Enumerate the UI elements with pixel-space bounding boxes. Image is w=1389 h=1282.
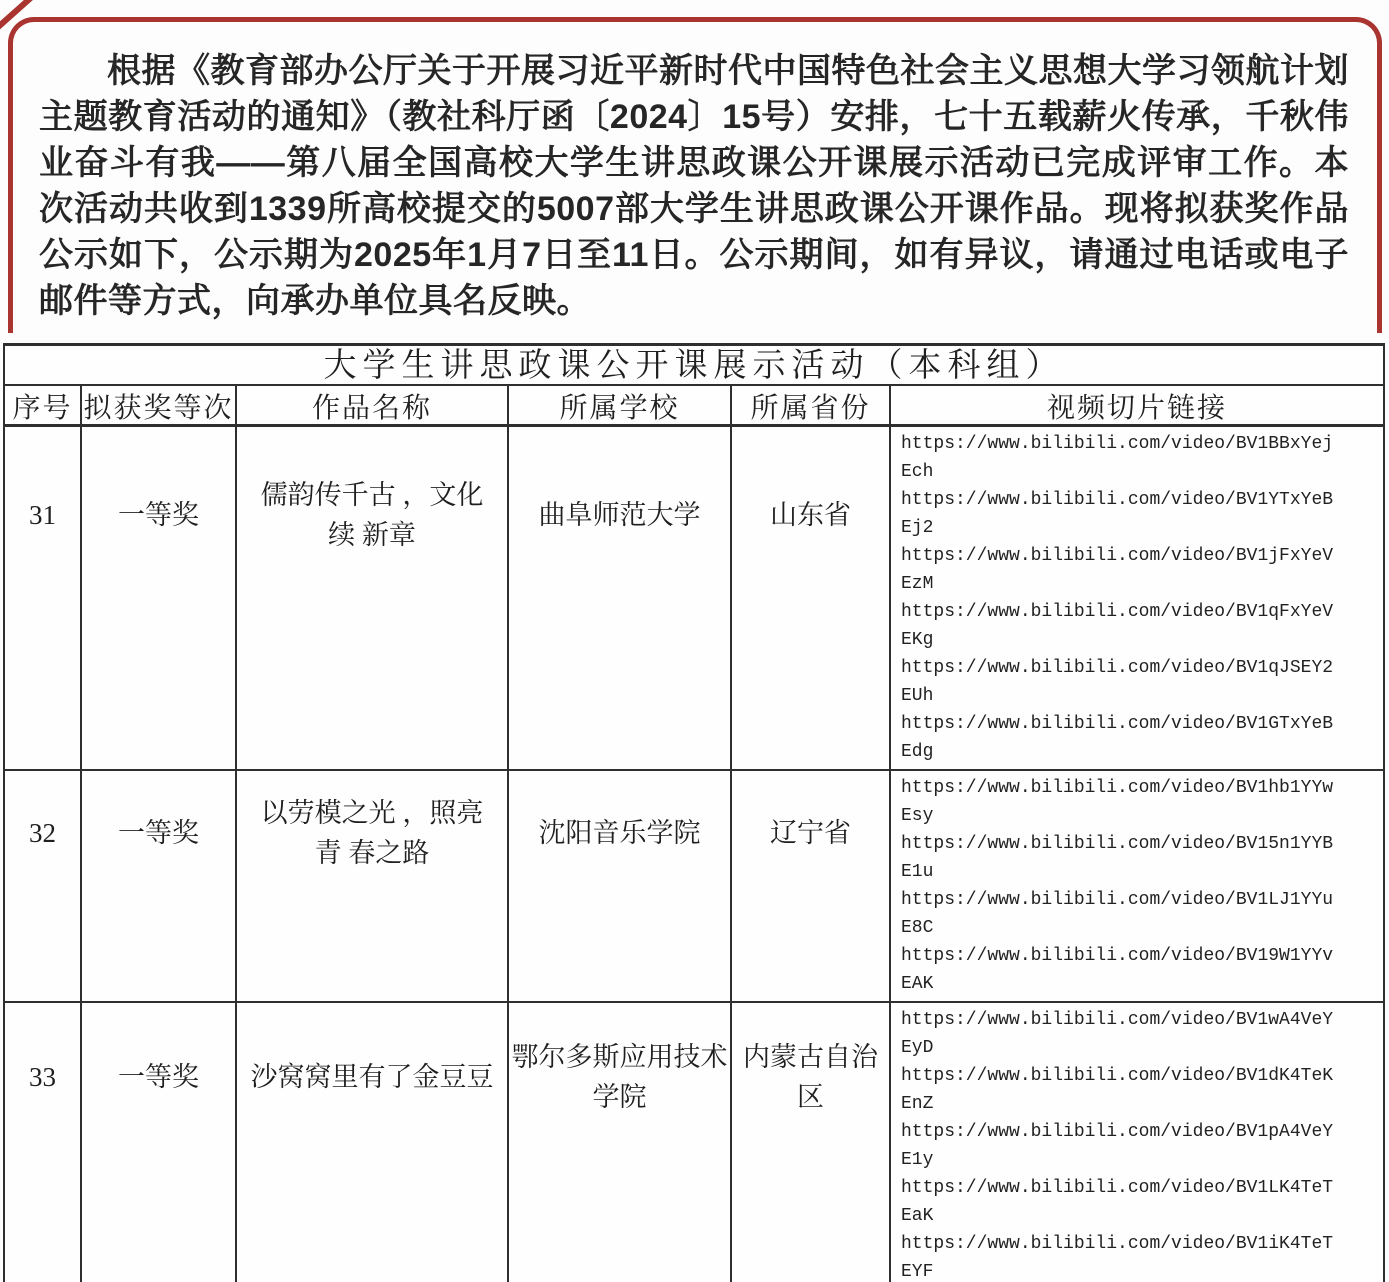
award-level: 一等奖 xyxy=(118,1062,199,1092)
header-video-links: 视频切片链接 xyxy=(889,386,1383,426)
video-link[interactable]: https://www.bilibili.com/video/BV1LK4TeTEaK xyxy=(901,1178,1334,1226)
video-link[interactable]: https://www.bilibili.com/video/BV1LJ1YYuE8C xyxy=(901,890,1334,938)
video-link[interactable]: https://www.bilibili.com/video/BV1qFxYeVEKg xyxy=(901,602,1334,650)
award-cell xyxy=(80,427,235,769)
award-cell xyxy=(80,1003,235,1282)
video-link[interactable]: https://www.bilibili.com/video/BV19W1YYvEAK xyxy=(901,946,1334,994)
award-cell xyxy=(80,771,235,1001)
serial-number: 33 xyxy=(29,1062,56,1092)
school-name: 沈阳音乐学院 xyxy=(538,818,701,848)
province-name: 山东省 xyxy=(770,500,851,530)
serial-cell xyxy=(5,1003,80,1282)
province-cell xyxy=(730,427,889,769)
school-cell xyxy=(507,427,730,769)
video-link[interactable]: https://www.bilibili.com/video/BV1BBxYejEch xyxy=(901,434,1334,482)
school-name: 曲阜师范大学 xyxy=(538,500,701,530)
work-name-cell xyxy=(235,427,507,769)
serial-number: 31 xyxy=(29,500,56,530)
table-header-row xyxy=(5,386,1383,427)
work-name-cell xyxy=(235,1003,507,1282)
video-links-cell xyxy=(889,771,1383,1001)
video-link[interactable]: https://www.bilibili.com/video/BV1dK4TeKEnZ xyxy=(901,1066,1334,1114)
award-level: 一等奖 xyxy=(118,500,199,530)
header-school: 所属学校 xyxy=(507,386,730,426)
video-link[interactable]: https://www.bilibili.com/video/BV15n1YYBE1u xyxy=(901,834,1334,882)
video-link[interactable]: https://www.bilibili.com/video/BV1hb1YYwEsy xyxy=(901,778,1334,826)
video-link[interactable]: https://www.bilibili.com/video/BV1jFxYeVEzM xyxy=(901,546,1334,594)
province-cell xyxy=(730,771,889,1001)
province-name: 内蒙古自治区 xyxy=(743,1042,878,1112)
award-level: 一等奖 xyxy=(118,818,199,848)
video-link[interactable]: https://www.bilibili.com/video/BV1YTxYeBEj2 xyxy=(901,490,1334,538)
table-row xyxy=(5,771,1383,1003)
school-name: 鄂尔多斯应用技术学院 xyxy=(511,1042,728,1112)
header-province: 所属省份 xyxy=(730,386,889,426)
header-work-name: 作品名称 xyxy=(235,386,507,426)
notice-paragraph: 根据《教育部办公厅关于开展习近平新时代中国特色社会主义思想大学习领航计划主题教育活动的通知》（教社科厅函〔2024〕15号）安排，七十五载薪火传承，千秋伟业奋斗有我——第八届全国高校大学生讲思政课公开课展示活动已完成评审工作。本次活动共收到1339所高校提交的5007部大学生讲思政课公开课作品。现将拟获奖作品公示如下，公示期为2025年1月7日至11日。公示期间，如有异议，请通过电话或电子邮件等方式，向承办单位具名反映。 xyxy=(39,52,1349,320)
province-name: 辽宁省 xyxy=(770,818,851,848)
work-name: 儒韵传千古 ，文化续 新章 xyxy=(260,480,484,550)
serial-number: 32 xyxy=(29,818,56,848)
header-serial: 序号 xyxy=(12,393,73,424)
table-row xyxy=(5,427,1383,771)
video-link[interactable]: https://www.bilibili.com/video/BV1pA4VeYE1y xyxy=(901,1122,1334,1170)
school-cell xyxy=(507,771,730,1001)
video-links-cell xyxy=(889,427,1383,769)
video-link[interactable]: https://www.bilibili.com/video/BV1wA4VeYEyD xyxy=(901,1010,1334,1058)
video-link[interactable]: https://www.bilibili.com/video/BV1iK4TeTEYF xyxy=(901,1234,1334,1282)
work-name: 以劳模之光 ，照亮 青 春之路 xyxy=(260,798,484,868)
serial-cell xyxy=(5,427,80,769)
video-link[interactable]: https://www.bilibili.com/video/BV1qJSEY2EUh xyxy=(901,658,1334,706)
table-row xyxy=(5,1003,1383,1282)
header-award-level: 拟获奖等次 xyxy=(80,386,235,426)
school-cell xyxy=(507,1003,730,1282)
video-links-cell xyxy=(889,1003,1383,1282)
table-title: 大学生讲思政课公开课展示活动（本科组） xyxy=(5,346,1383,386)
award-table xyxy=(3,343,1385,1282)
notice-box xyxy=(8,17,1382,333)
video-link[interactable]: https://www.bilibili.com/video/BV1GTxYeBEdg xyxy=(901,714,1334,762)
province-cell xyxy=(730,1003,889,1282)
work-name-cell xyxy=(235,771,507,1001)
serial-cell xyxy=(5,771,80,1001)
work-name: 沙窝窝里有了金豆豆 xyxy=(250,1062,494,1092)
